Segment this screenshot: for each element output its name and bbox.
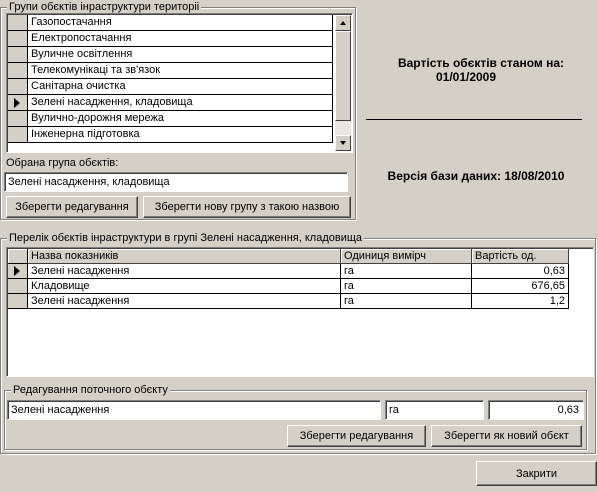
save-group-edit-button[interactable]: Зберегти редагування <box>6 196 138 218</box>
objects-grid[interactable] <box>6 247 594 377</box>
save-object-edit-button[interactable]: Зберегти редагування <box>287 425 426 447</box>
group-list-item[interactable] <box>8 79 333 95</box>
table-cell[interactable]: га <box>341 264 472 279</box>
row-indicator <box>8 127 28 143</box>
group-list-item[interactable] <box>8 15 333 31</box>
close-button[interactable]: Закрити <box>476 461 597 486</box>
groups-panel-title: Групи обєктів інраструктури територіі <box>9 1 200 13</box>
column-header[interactable]: Назва показників <box>28 249 341 264</box>
table-cell[interactable]: Зелені насадження <box>28 294 341 309</box>
group-list-item[interactable] <box>8 111 333 127</box>
group-list-item-label: Вулично-дорожня мережа <box>28 111 333 127</box>
group-list-item-label: Телекомунікаці та зв'язок <box>28 63 333 79</box>
save-new-object-button[interactable]: Зберегти як новий обєкт <box>431 425 582 447</box>
table-cell[interactable]: 676,65 <box>472 279 569 294</box>
row-indicator <box>8 111 28 127</box>
selected-group-label: Обрана група обєктів: <box>6 157 119 169</box>
column-header[interactable]: Одиниця вимірч <box>341 249 472 264</box>
object-unit-input[interactable] <box>385 400 484 420</box>
table-cell[interactable]: Кладовище <box>28 279 341 294</box>
group-list-item-label: Газопостачання <box>28 15 333 31</box>
scroll-up-button[interactable] <box>335 15 351 31</box>
row-indicator <box>8 63 28 79</box>
row-indicator <box>8 15 28 31</box>
arrow-up-icon <box>340 21 346 25</box>
value-date: 01/01/2009 <box>435 70 497 84</box>
edit-panel-title: Редагування поточного обєкту <box>13 384 168 396</box>
table-cell[interactable]: Зелені насадження <box>28 264 341 279</box>
group-list-item[interactable] <box>8 95 333 111</box>
db-version: Версія бази даних: 18/08/2010 <box>387 169 565 183</box>
object-unit-value: га <box>389 404 399 416</box>
table-cell[interactable]: 1,2 <box>472 294 569 309</box>
group-list-item[interactable] <box>8 47 333 63</box>
group-list-item[interactable] <box>8 31 333 47</box>
group-list-item-label: Електропостачання <box>28 31 333 47</box>
object-cost-value: 0,63 <box>557 404 579 416</box>
groups-list-scrollbar[interactable] <box>335 15 351 151</box>
groups-list-rows <box>8 15 333 152</box>
selected-group-input[interactable] <box>4 172 348 192</box>
group-list-item-label: Зелені насадження, кладовища <box>28 95 333 111</box>
row-indicator <box>8 31 28 47</box>
table-cell[interactable]: га <box>341 294 472 309</box>
current-row-icon <box>14 98 20 108</box>
objects-grid-rows <box>8 249 588 375</box>
group-list-item-label: Вуличне освітлення <box>28 47 333 63</box>
objects-panel-title: Перелік обєктів інраструктури в групі Зелені насадження, кладовища <box>9 232 363 244</box>
value-title: Вартість обєктів станом на: <box>397 56 565 70</box>
row-indicator <box>8 264 28 279</box>
table-cell[interactable]: га <box>341 279 472 294</box>
selected-group-value: Зелені насадження, кладовища <box>8 176 170 188</box>
row-indicator <box>8 279 28 294</box>
grid-header-indicator <box>8 249 28 264</box>
arrow-down-icon <box>340 141 346 145</box>
group-list-item[interactable] <box>8 63 333 79</box>
current-row-icon <box>14 266 20 276</box>
row-indicator <box>8 294 28 309</box>
row-indicator <box>8 79 28 95</box>
scroll-thumb[interactable] <box>335 31 351 121</box>
column-header[interactable]: Вартість од. <box>472 249 569 264</box>
row-indicator <box>8 47 28 63</box>
info-divider <box>366 119 582 120</box>
save-new-group-button[interactable]: Зберегти нову групу з такою назвою <box>143 196 351 218</box>
group-list-item-label: Санітарна очистка <box>28 79 333 95</box>
row-indicator <box>8 95 28 111</box>
scroll-down-button[interactable] <box>335 135 351 151</box>
object-name-value: Зелені насадження <box>11 404 110 416</box>
group-list-item[interactable] <box>8 127 333 143</box>
groups-list[interactable] <box>6 13 353 153</box>
table-cell[interactable]: 0,63 <box>472 264 569 279</box>
group-list-item-label: Інженерна підготовка <box>28 127 333 143</box>
object-cost-input[interactable] <box>488 400 584 420</box>
object-name-input[interactable] <box>7 400 381 420</box>
